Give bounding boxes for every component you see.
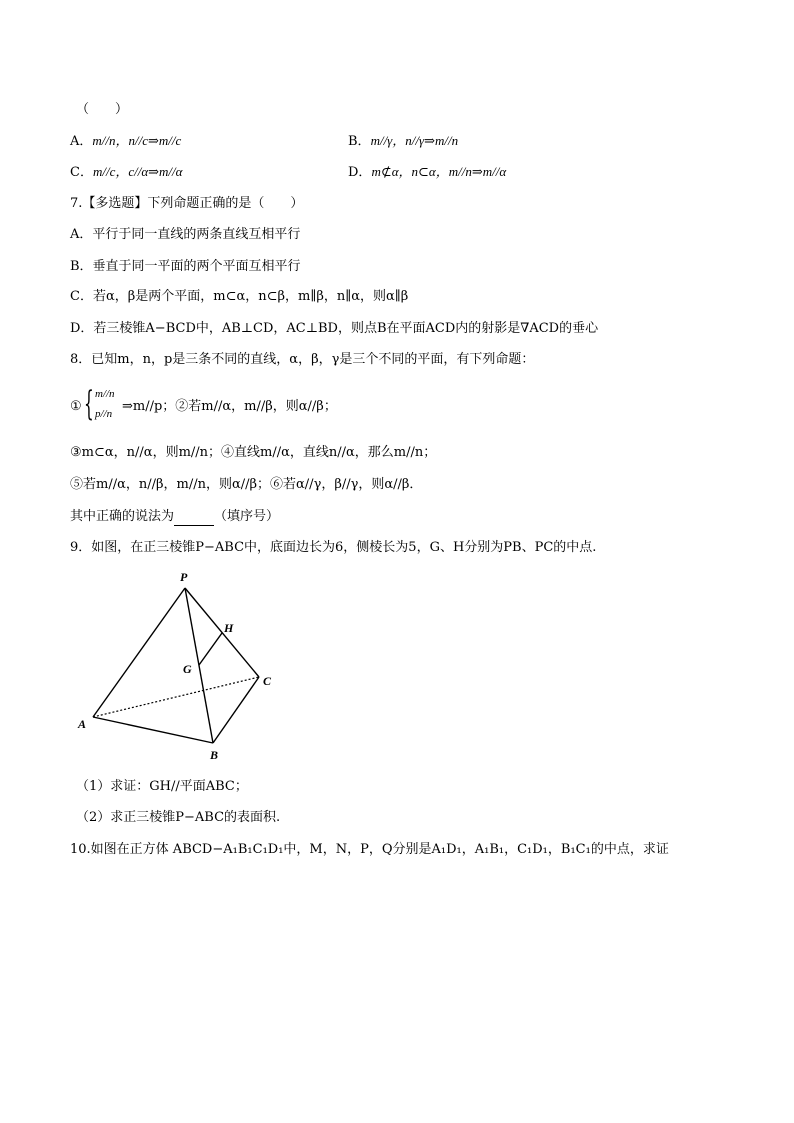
- q9-stem: 9．如图，在正三棱锥P−ABC中，底面边长为6，侧棱长为5，G、H分别为PB、PC的中点.: [70, 540, 597, 555]
- edge-ab: [93, 717, 213, 743]
- label-a: A: [78, 717, 87, 731]
- option-text: m⊄α，n⊂α，m//n⇒m//α: [371, 164, 507, 179]
- q7-option-d: D．若三棱锥A−BCD中，AB⊥CD，AC⊥BD，则点B在平面ACD内的射影是∇ACD的垂心: [70, 321, 599, 336]
- label-c: C: [263, 674, 272, 688]
- option-text: m//n，n//c⇒m//c: [92, 133, 182, 148]
- label-g: G: [183, 662, 192, 676]
- option-text: m//γ，n//γ⇒m//n: [370, 133, 459, 148]
- option-label: C．: [70, 165, 93, 180]
- brace-symbol: {: [84, 384, 94, 424]
- segment-gh: [199, 633, 222, 665]
- label-h: H: [224, 621, 234, 635]
- q6-option-d: [348, 163, 506, 182]
- prop1-condition-bottom: p//n: [95, 408, 113, 420]
- prop-mark-1: ①: [70, 399, 82, 414]
- label-p: P: [180, 570, 188, 584]
- q8-proposition-3-4: ③m⊂α，n//α，则m//n；④直线m//α，直线n//α，那么m//n；: [70, 445, 437, 460]
- answer-suffix: （填序号）: [214, 509, 280, 524]
- option-text: m//c，c//α⇒m//α: [92, 164, 183, 179]
- answer-prefix: 其中正确的说法为: [70, 509, 175, 524]
- q7-option-a: A．平行于同一直线的两条直线互相平行: [70, 227, 301, 242]
- option-label: B．: [348, 134, 371, 149]
- q9-part-2: （2）求正三棱锥P−ABC的表面积.: [76, 810, 281, 825]
- q7-option-c: C．若α，β是两个平面，m⊂α，n⊂β，m∥β，n∥α，则α∥β: [70, 289, 409, 304]
- q8-stem: 8．已知m，n，p是三条不同的直线，α，β，γ是三个不同的平面，有下列命题：: [70, 352, 535, 367]
- q10-stem: 10.如图在正方体 ABCD−A₁B₁C₁D₁中，M，N，P，Q分别是A₁D₁，A₁B₁，C₁D₁，B₁C₁的中点，求证: [70, 842, 669, 857]
- option-label: D．: [348, 165, 372, 180]
- answer-blank[interactable]: [174, 511, 214, 526]
- q6-option-b: [348, 132, 458, 151]
- edge-bc: [213, 677, 259, 743]
- q6-option-c: [70, 163, 182, 182]
- label-b: B: [210, 748, 219, 762]
- option-label: A．: [70, 134, 93, 149]
- edge-pc: [185, 588, 259, 677]
- prop1-condition-top: m//n: [95, 388, 115, 400]
- pyramid-figure: [70, 566, 290, 766]
- q9-part-1: （1）求证：GH//平面ABC；: [76, 779, 248, 794]
- q6-paren: （ ）: [76, 102, 129, 117]
- q7-stem: 7.【多选题】下列命题正确的是（ ）: [70, 196, 304, 211]
- q7-option-b: B．垂直于同一平面的两个平面互相平行: [70, 259, 301, 274]
- q6-option-a: [70, 132, 181, 151]
- q8-proposition-5-6: ⑤若m//α，n//β，m//n，则α//β；⑥若α//γ，β//γ，则α//β．: [70, 477, 423, 492]
- q8-answer-line: [70, 508, 279, 526]
- prop1-rest: ⇒m//p；②若m//α，m//β，则α//β；: [122, 399, 337, 414]
